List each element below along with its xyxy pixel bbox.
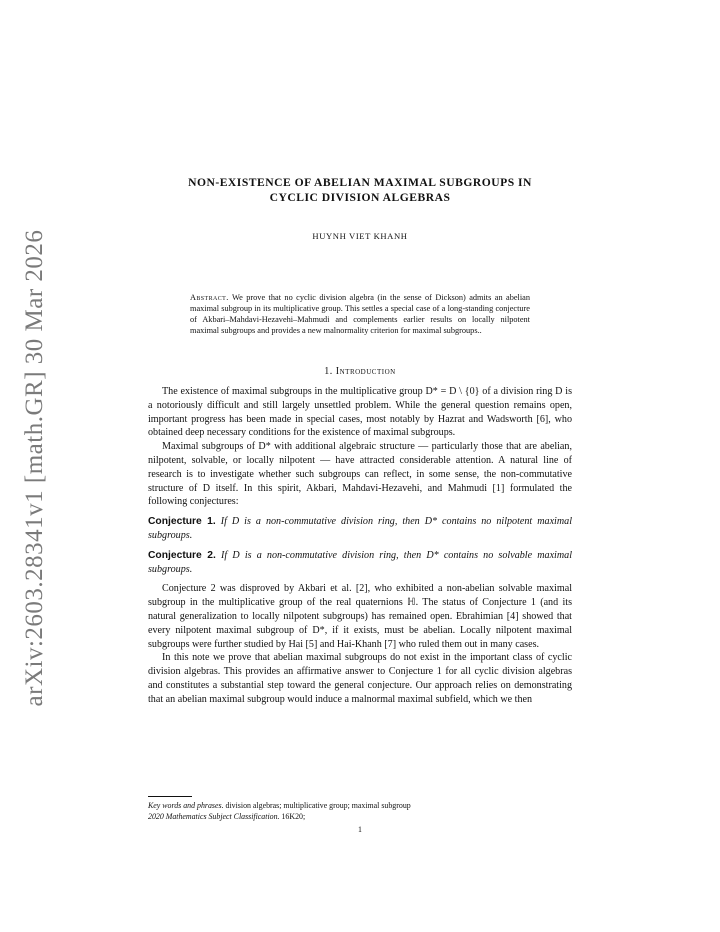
conjecture-2 xyxy=(148,549,572,577)
paper-title xyxy=(148,176,572,205)
arxiv-identifier: arXiv:2603.28341v1 [math.GR] 30 Mar 2026 xyxy=(21,229,48,707)
abstract xyxy=(190,292,530,336)
conjecture-1 xyxy=(148,515,572,543)
conjecture-1-label: Conjecture 1. xyxy=(148,516,216,528)
title-line-1: NON-EXISTENCE OF ABELIAN MAXIMAL SUBGROUPS IN xyxy=(188,176,532,189)
section-number: 1. xyxy=(324,366,333,377)
body-text xyxy=(148,385,572,707)
footnote-msc-text: 16K20; xyxy=(281,811,306,821)
page-number: 1 xyxy=(358,825,362,834)
title-line-2: CYCLIC DIVISION ALGEBRAS xyxy=(269,190,451,204)
footnote-keywords xyxy=(148,801,572,812)
paragraph-4: In this note we prove that abelian maximal subgroups do not exist in the important class of cyclic division algebras. This provides an affirmative answer to Conjecture 1 for all cyclic division algebras and constitutes a substantial step toward the general conjecture. Our approach relies on demonstrating that an abelian maximal subgroup would induce a malnormal maximal subfield, which we then xyxy=(148,652,572,705)
footnote-keywords-label: Key words and phrases. xyxy=(148,801,224,810)
conjecture-1-text: If D is a non-commutative division ring, then D* contains no nilpotent maximal subgroups. xyxy=(148,516,572,541)
author-name: HUYNH VIET KHANH xyxy=(312,231,408,241)
paragraph-1: The existence of maximal subgroups in the multiplicative group D* = D \ {0} of a division ring D is a notoriously difficult and still largely unsettled problem. While the general question remains open, important progress has been made in special cases, most notably by Hazrat and Wadsworth [6], who obtained deep necessary conditions for the existence of maximal subgroups. xyxy=(148,386,572,439)
footnotes xyxy=(148,801,572,823)
conjecture-2-label: Conjecture 2. xyxy=(148,549,216,561)
section-heading xyxy=(148,366,572,377)
footnote-keywords-text: division algebras; multiplicative group; maximal subgroup xyxy=(225,801,411,810)
footnote-msc xyxy=(148,812,572,823)
conjecture-2-text: If D is a non-commutative division ring, then D* contains no solvable maximal subgroups. xyxy=(148,549,572,575)
footnote-msc-label: 2020 Mathematics Subject Classification. xyxy=(148,811,280,821)
section-title: Introduction xyxy=(335,366,396,377)
paragraph-3: Conjecture 2 was disproved by Akbari et al. [2], who exhibited a non-abelian solvable maximal subgroup in the multiplicative group of the real quaternions ℍ. The status of Conjecture 1 (and its natural generalization to locally nilpotent subgroups) has remained open. Ebrahimian [4] showed that every nilpotent maximal subgroup of D*, if it exists, must be abelian. Locally nilpotent maximal subgroups were further studied by Hai [5] and Hai-Khanh [7] who ruled them out in many cases. xyxy=(148,583,572,650)
footnote-rule xyxy=(148,796,192,797)
abstract-label: Abstract. xyxy=(190,293,229,302)
abstract-text: We prove that no cyclic division algebra (in the sense of Dickson) admits an abelian maximal subgroup in its multiplicative group. This settles a special case of a long-standing conjecture of Akbari–Mahdavi-Hezavehi–Mahmudi and complements earlier results on locally nilpotent maximal subgroups and provides a new malnormality criterion for maximal subgroups.. xyxy=(190,293,530,336)
paragraph-2: Maximal subgroups of D* with additional algebraic structure — particularly those that are abelian, nilpotent, solvable, or locally nilpotent — have attracted considerable attention. A natural line of research is to investigate whether such subgroups can reflect, in some sense, the non-commutative structure of D itself. In this spirit, Akbari, Mahdavi-Hezavehi, and Mahmudi [1] formulated the following conjectures: xyxy=(148,441,572,508)
